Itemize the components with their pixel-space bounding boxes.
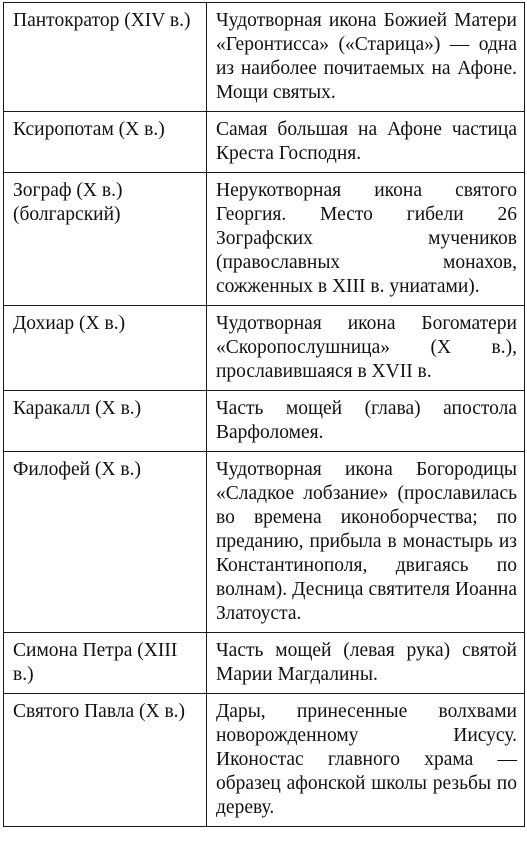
monastery-cell: Каракалл (X в.) [4,391,207,452]
relics-cell: Часть мощей (левая рука) святой Марии Магдалины. [207,633,525,694]
relics-cell: Самая большая на Афоне частица Креста Господня. [207,112,525,173]
relics-cell: Нерукотворная икона святого Георгия. Место гибели 26 Зографских мучеников (православных монахов, сожженных в XIII в. униатами). [207,173,525,306]
table-row [4,391,525,452]
monastery-cell: Святого Павла (X в.) [4,694,207,827]
table-row [4,173,525,306]
monastery-cell: Зограф (X в.) (болгарский) [4,173,207,306]
table-row [4,633,525,694]
monastery-cell: Филофей (X в.) [4,452,207,633]
table-row [4,306,525,391]
relics-cell: Чудотворная икона Божией Матери «Геронтисса» («Старица») — одна из наиболее почитаемых на Афоне. Мощи святых. [207,3,525,112]
relics-cell: Часть мощей (глава) апостола Варфоломея. [207,391,525,452]
monastery-cell: Пантократор (XIV в.) [4,3,207,112]
monastery-cell: Ксиропотам (X в.) [4,112,207,173]
table-row [4,3,525,112]
table-row [4,452,525,633]
table-row [4,694,525,827]
monastery-cell: Дохиар (X в.) [4,306,207,391]
monasteries-relics-table [3,2,525,827]
monastery-cell: Симона Петра (XIII в.) [4,633,207,694]
table-row [4,112,525,173]
relics-cell: Чудотворная икона Богородицы «Сладкое лобзание» (прославилась во времена иконоборчества; по преданию, прибыла в монастырь из Константинополя, двигаясь по волнам). Десница святителя Иоанна Златоуста. [207,452,525,633]
relics-cell: Чудотворная икона Богоматери «Скоропослушница» (X в.), прославившаяся в XVII в. [207,306,525,391]
relics-cell: Дары, принесенные волхвами новорожденному Иисусу. Иконостас главного храма — образец афонской школы резьбы по дереву. [207,694,525,827]
